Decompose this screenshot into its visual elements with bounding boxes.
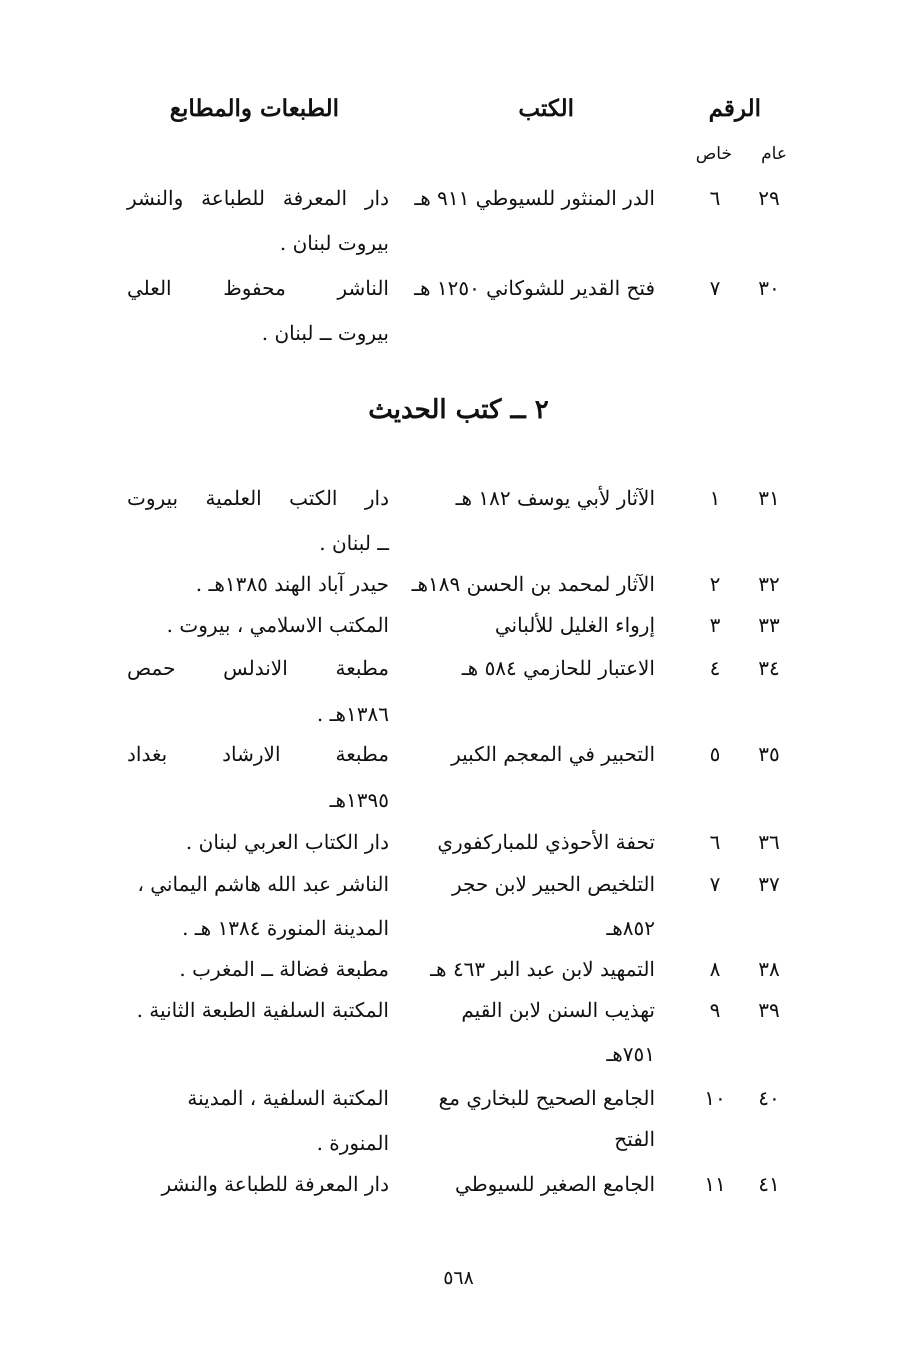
general-number: ٤١	[758, 1172, 780, 1196]
general-number: ٣٧	[758, 872, 780, 896]
special-number: ٤	[709, 656, 721, 680]
book-title: الجامع الصحيح للبخاري مع	[438, 1086, 655, 1110]
book-title: الدر المنثور للسيوطي ٩١١ هـ	[414, 186, 655, 210]
publisher-continuation: بيروت ــ لبنان .	[261, 321, 389, 345]
publisher: مطبعة الارشاد بغداد	[127, 742, 389, 766]
publisher-continuation: المدينة المنورة ١٣٨٤ هـ .	[182, 916, 389, 940]
book-title: فتح القدير للشوكاني ١٢٥٠ هـ	[414, 276, 655, 300]
book-title: إرواء الغليل للألباني	[494, 613, 655, 637]
publisher: دار الكتب العلمية بيروت	[127, 486, 389, 510]
special-number: ٧	[709, 872, 721, 896]
publisher-continuation: بيروت لبنان .	[279, 231, 389, 255]
publisher-continuation: ــ لبنان .	[319, 531, 389, 555]
publisher: مطبعة الاندلس حمص	[127, 656, 389, 680]
special-number: ٢	[709, 572, 721, 596]
header-general: عام	[761, 144, 787, 164]
general-number: ٣٠	[758, 276, 780, 300]
publisher: المكتب الاسلامي ، بيروت .	[166, 613, 389, 637]
book-title-continuation: الفتح	[614, 1127, 655, 1151]
publisher: حيدر آباد الهند ١٣٨٥هـ .	[195, 572, 389, 596]
general-number: ٣٤	[758, 656, 780, 680]
page-number: ٥٦٨	[443, 1267, 474, 1289]
special-number: ٨	[709, 957, 721, 981]
general-number: ٣٩	[758, 998, 780, 1022]
publisher: مطبعة فضالة ــ المغرب .	[179, 957, 389, 981]
publisher: الناشر محفوظ العلي	[127, 276, 389, 300]
special-number: ١	[709, 486, 721, 510]
special-number: ١٠	[704, 1086, 726, 1110]
general-number: ٣٥	[758, 742, 780, 766]
book-title: تهذيب السنن لابن القيم	[461, 998, 655, 1022]
general-number: ٢٩	[758, 186, 780, 210]
book-title: الجامع الصغير للسيوطي	[455, 1172, 655, 1196]
book-title: الآثار لمحمد بن الحسن ١٨٩هـ	[411, 572, 655, 596]
general-number: ٣١	[758, 486, 780, 510]
book-title: الآثار لأبي يوسف ١٨٢ هـ	[455, 486, 655, 510]
special-number: ٩	[709, 998, 721, 1022]
book-title: التحبير في المعجم الكبير	[451, 742, 655, 766]
general-number: ٣٨	[758, 957, 780, 981]
book-title-continuation: ٨٥٢هـ	[606, 916, 655, 940]
publisher: دار الكتاب العربي لبنان .	[185, 830, 389, 854]
book-title-continuation: ٧٥١هـ	[606, 1042, 655, 1066]
special-number: ٧	[709, 276, 721, 300]
header-number: الرقم	[708, 95, 761, 122]
general-number: ٣٢	[758, 572, 780, 596]
header-editions: الطبعات والمطابع	[169, 95, 339, 122]
header-special: خاص	[695, 144, 732, 164]
book-title: التمهيد لابن عبد البر ٤٦٣ هـ	[430, 957, 655, 981]
publisher-continuation: ١٣٩٥هـ	[329, 788, 389, 812]
publisher: دار المعرفة للطباعة والنشر	[127, 186, 389, 210]
header-books: الكتب	[518, 95, 574, 122]
book-title: التلخيص الحبير لابن حجر	[452, 872, 655, 896]
general-number: ٤٠	[758, 1086, 780, 1110]
special-number: ٦	[709, 186, 721, 210]
special-number: ٥	[709, 742, 721, 766]
publisher: الناشر عبد الله هاشم اليماني ،	[137, 872, 389, 896]
general-number: ٣٦	[758, 830, 780, 854]
general-number: ٣٣	[758, 613, 780, 637]
special-number: ٦	[709, 830, 721, 854]
publisher: المكتبة السلفية الطبعة الثانية .	[136, 998, 389, 1022]
book-title: تحفة الأحوذي للمباركفوري	[437, 830, 655, 854]
publisher: دار المعرفة للطباعة والنشر	[161, 1172, 389, 1196]
publisher-continuation: ١٣٨٦هـ .	[316, 702, 389, 726]
publisher: المكتبة السلفية ، المدينة المنورة .	[187, 1086, 389, 1155]
special-number: ١١	[704, 1172, 726, 1196]
special-number: ٣	[709, 613, 721, 637]
book-title: الاعتبار للحازمي ٥٨٤ هـ	[461, 656, 655, 680]
section-title: ٢ ــ كتب الحديث	[368, 395, 549, 425]
